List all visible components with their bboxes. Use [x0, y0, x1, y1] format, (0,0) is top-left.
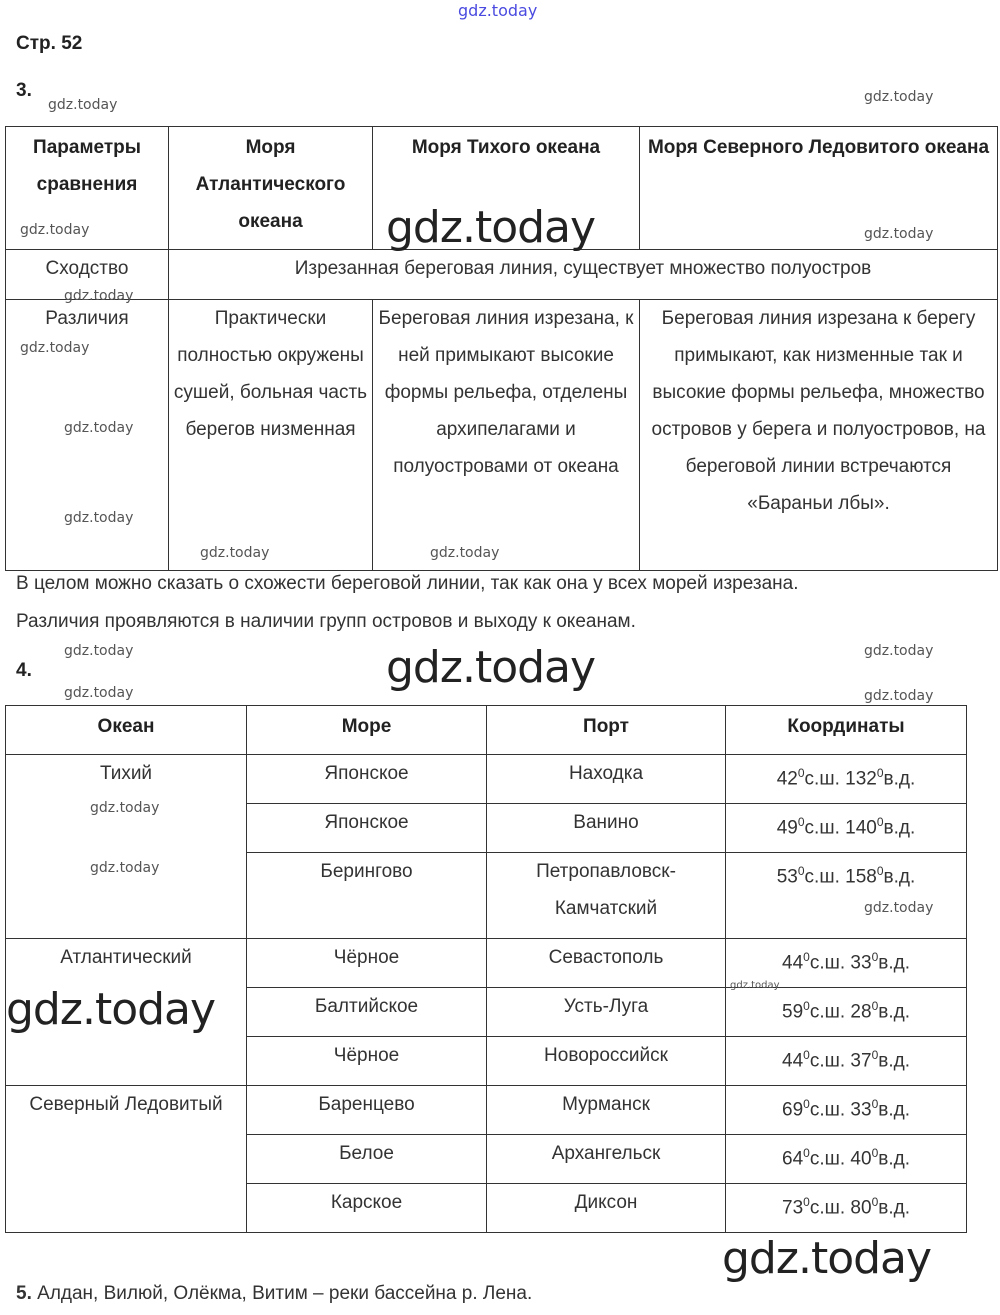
page-label: Стр. 52: [16, 33, 83, 54]
header-coordinates: Координаты: [726, 706, 967, 755]
sea-cell: Баренцево: [247, 1086, 487, 1135]
watermark: gdz.today: [6, 984, 216, 1035]
port-cell: [487, 988, 726, 1037]
sea-cell: Японское: [247, 804, 487, 853]
watermark: gdz.today: [430, 545, 500, 561]
port-name: Ванино: [573, 812, 639, 833]
ports-table: [5, 705, 967, 1233]
port-name: Диксон: [574, 1192, 638, 1213]
watermark: gdz.today: [64, 420, 134, 436]
header-pacific: Моря Тихого океана: [373, 127, 640, 250]
conclusion-1: В целом можно сказать о схожести береговой линии, так как она у всех морей изрезана.: [16, 573, 799, 594]
coordinates-cell: $42^0с.ш$. $132^0в.д$.: [726, 755, 967, 804]
watermark: gdz.today: [48, 97, 118, 113]
task-5-text: Алдан, Вилюй, Олёкма, Витим – реки бассейна р. Лена.: [37, 1283, 533, 1304]
header-atlantic: Моря Атлантического океана: [169, 127, 373, 250]
port-name: Севастополь: [548, 947, 664, 968]
sea-cell: Чёрное: [247, 939, 487, 988]
watermark: gdz.today: [864, 226, 934, 242]
task-5: [16, 1275, 532, 1312]
header-params: Параметры сравнения: [6, 127, 169, 250]
watermark: gdz.today: [386, 202, 596, 253]
port-cell: [487, 1086, 726, 1135]
watermark: gdz.today: [864, 643, 934, 659]
port-name: Петропавловск-Камчатский: [536, 861, 676, 919]
watermark: gdz.today: [20, 340, 90, 356]
watermark: gdz.today: [200, 545, 270, 561]
sea-cell: Белое: [247, 1135, 487, 1184]
watermark: gdz.today: [64, 288, 134, 304]
watermark: gdz.today: [864, 89, 934, 105]
port-cell: [487, 939, 726, 988]
coordinates-cell: $59^0с.ш$. $28^0в.д$.: [726, 988, 967, 1037]
similarity-text: Изрезанная береговая линия, существует множество полуостров: [169, 250, 998, 300]
task-5-number: 5.: [16, 1283, 32, 1304]
ocean-cell: Тихий: [6, 755, 247, 939]
ocean-cell: Северный Ледовитый: [6, 1086, 247, 1233]
coordinates-cell: $53^0с.ш$. $158^0в.д$.: [726, 853, 967, 939]
sea-cell: Чёрное: [247, 1037, 487, 1086]
coordinates-cell: $73^0с.ш$. $80^0в.д$.: [726, 1184, 967, 1233]
watermark: gdz.today: [730, 980, 780, 991]
header-arctic: Моря Северного Ледовитого океана: [640, 127, 998, 250]
port-name: Мурманск: [562, 1094, 650, 1115]
difference-atlantic: Практически полностью окружены сушей, больная часть берегов низменная: [169, 300, 373, 571]
coordinates-cell: $44^0с.ш$. $33^0в.д$.: [726, 939, 967, 988]
watermark: gdz.today: [64, 510, 134, 526]
difference-arctic: Береговая линия изрезана к берегу примыкают, как низменные так и высокие формы рельефа, множество островов у берега и полуостровов, на береговой линии встречаются «Бараньи лбы».: [640, 300, 998, 571]
port-name: Усть-Луга: [563, 996, 649, 1017]
watermark: gdz.today: [386, 642, 596, 693]
header-ocean: Океан: [6, 706, 247, 755]
table-row: [6, 1086, 967, 1135]
watermark: gdz.today: [722, 1233, 932, 1284]
watermark: gdz.today: [20, 222, 90, 238]
difference-pacific: Береговая линия изрезана, к ней примыкают высокие формы рельефа, отделены архипелагами и полуостровами от океана: [373, 300, 640, 571]
ocean-cell: Атлантический: [6, 939, 247, 1086]
similarity-label: Сходство: [6, 250, 169, 300]
port-name: Архангельск: [551, 1143, 661, 1164]
difference-label: Различия: [6, 300, 169, 571]
sea-cell: Японское: [247, 755, 487, 804]
header-port: Порт: [487, 706, 726, 755]
watermark: gdz.today: [64, 643, 134, 659]
coordinates-cell: $49^0с.ш$. $140^0в.д$.: [726, 804, 967, 853]
port-cell: [487, 755, 726, 804]
sea-cell: Берингово: [247, 853, 487, 939]
watermark: gdz.today: [864, 688, 934, 704]
table-row: [6, 939, 967, 988]
port-cell: [487, 1184, 726, 1233]
table-row: [6, 755, 967, 804]
port-cell: [487, 1135, 726, 1184]
port-name: Находка: [568, 763, 644, 784]
coordinates-cell: $44^0с.ш$. $37^0в.д$.: [726, 1037, 967, 1086]
watermark: gdz.today: [90, 800, 160, 816]
conclusion-2: Различия проявляются в наличии групп островов и выходу к океанам.: [16, 611, 636, 632]
coordinates-cell: $64^0с.ш$. $40^0в.д$.: [726, 1135, 967, 1184]
port-cell: [487, 1037, 726, 1086]
watermark: gdz.today: [64, 685, 134, 701]
sea-cell: Карское: [247, 1184, 487, 1233]
port-name: Новороссийск: [544, 1045, 668, 1066]
task-4-number: 4.: [16, 660, 32, 681]
port-cell: [487, 853, 726, 939]
watermark: gdz.today: [864, 900, 934, 916]
port-cell: [487, 804, 726, 853]
header-sea: Море: [247, 706, 487, 755]
sea-cell: Балтийское: [247, 988, 487, 1037]
watermark: gdz.today: [458, 1, 538, 20]
seas-comparison-table: [5, 126, 998, 571]
watermark: gdz.today: [90, 860, 160, 876]
task-3-number: 3.: [16, 80, 32, 101]
coordinates-cell: $69^0с.ш$. $33^0в.д$.: [726, 1086, 967, 1135]
